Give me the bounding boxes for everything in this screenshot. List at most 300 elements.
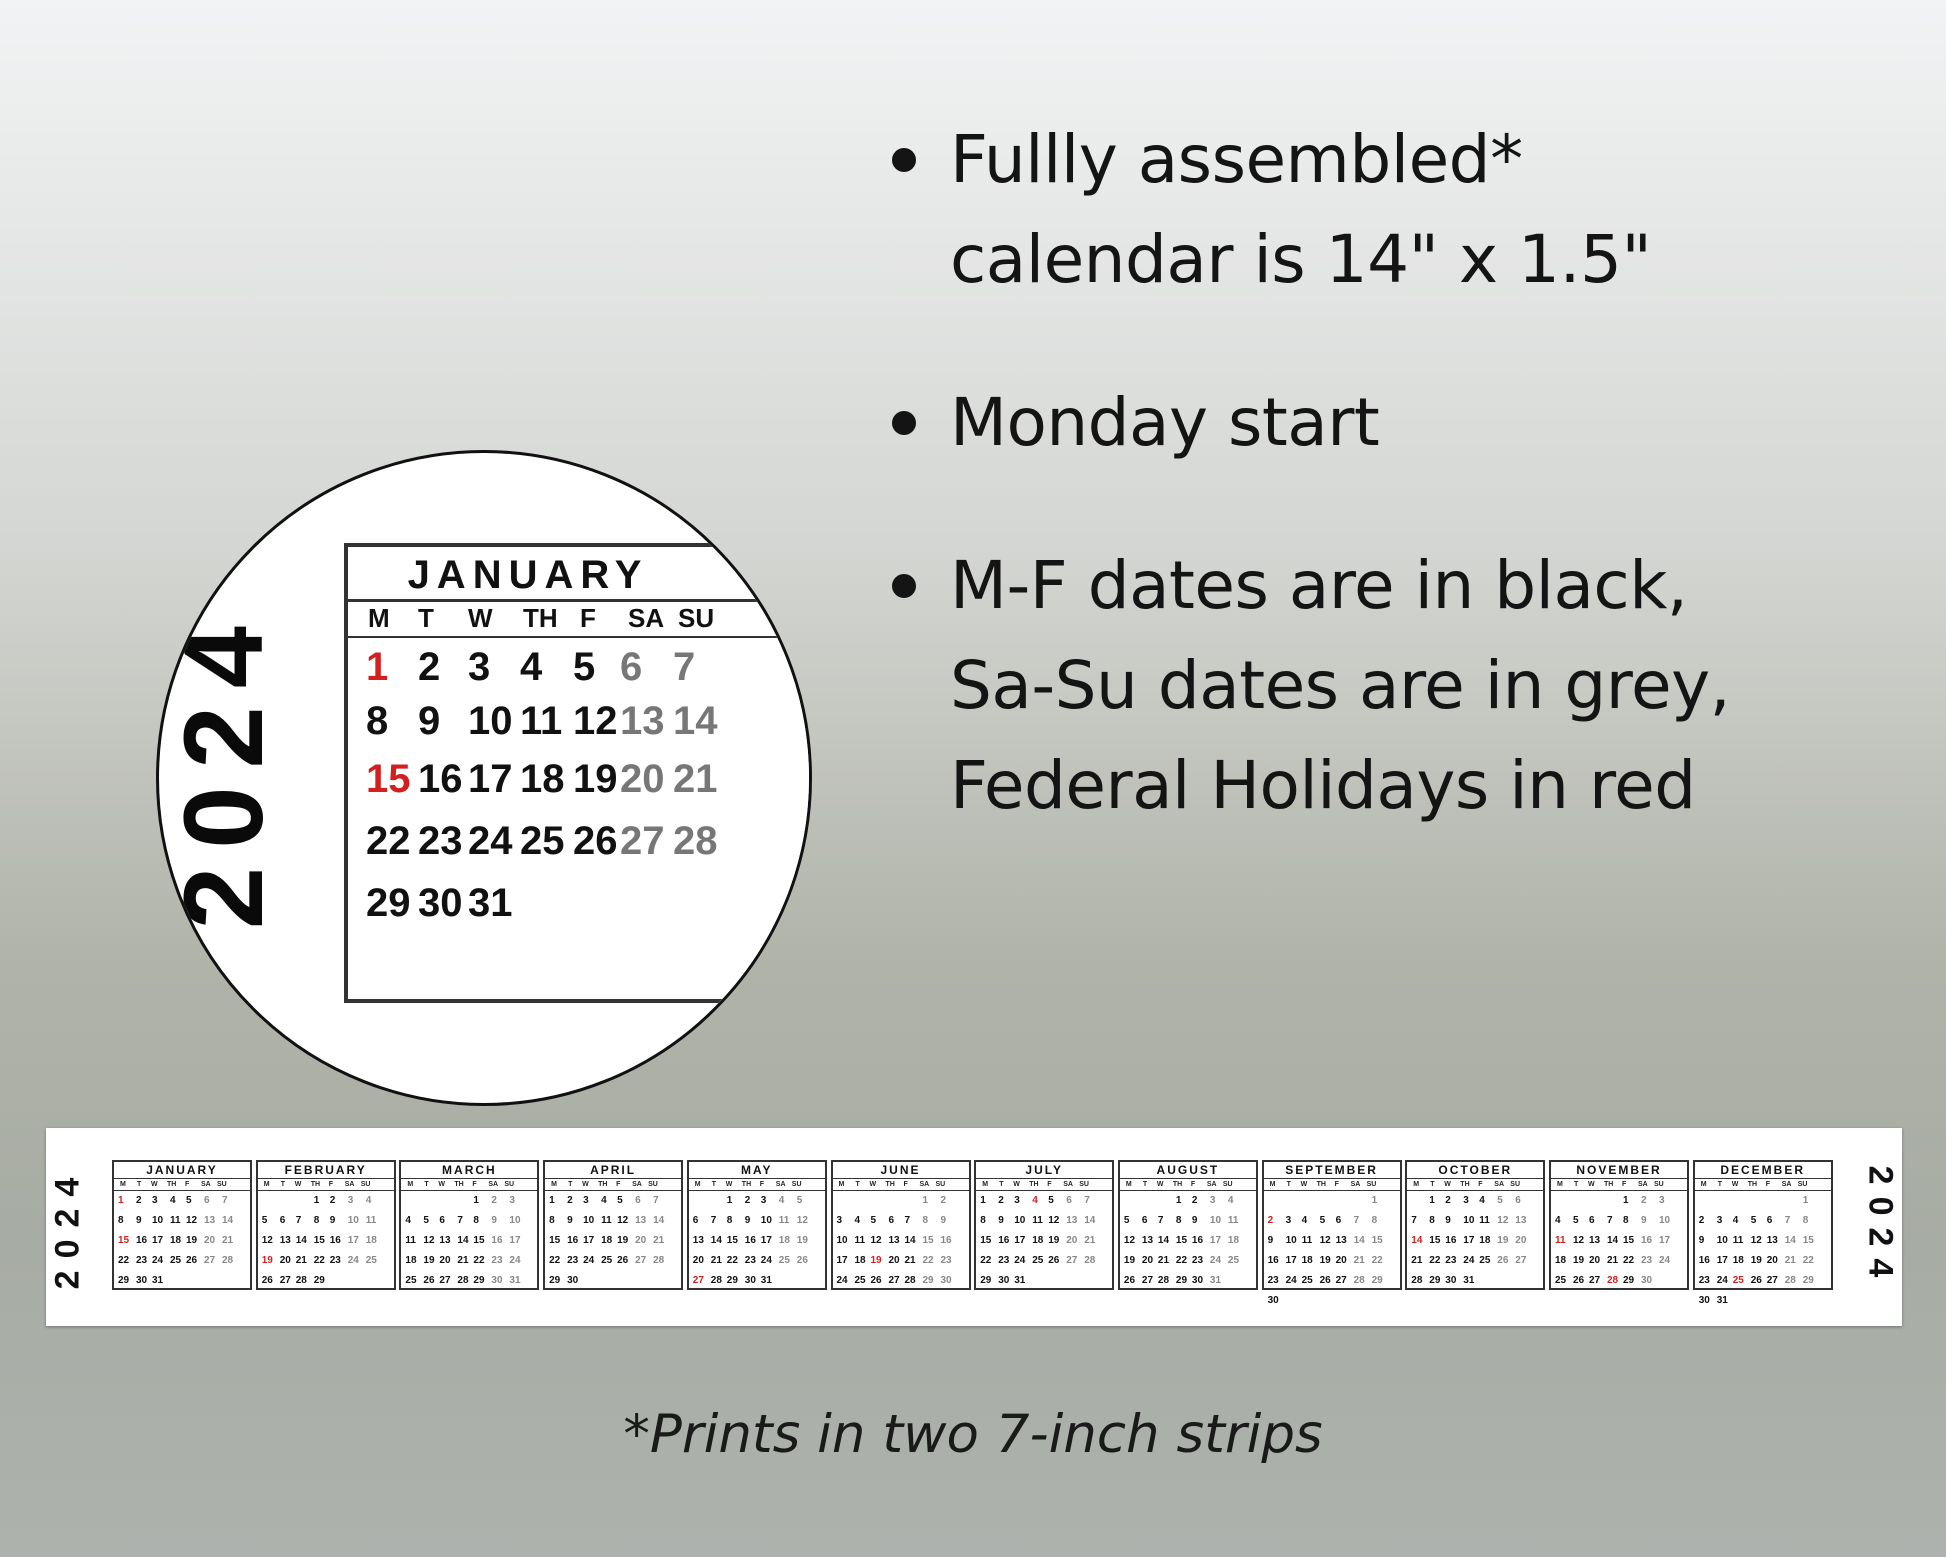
strip-date-cell: 8 (726, 1215, 733, 1226)
zoom-date-cell: 25 (520, 819, 565, 863)
strip-weekday-label: SU (217, 1181, 227, 1188)
strip-date-cell: 11 (1479, 1215, 1490, 1226)
strip-date-cell: 4 (1732, 1215, 1739, 1226)
strip-weekday-label: F (472, 1181, 477, 1188)
strip-date-cell: 15 (922, 1235, 934, 1246)
strip-week-row (1120, 1212, 1256, 1230)
strip-weekday-label: SU (1222, 1181, 1233, 1188)
strip-date-cell: 18 (778, 1235, 790, 1246)
strip-date-cell: 5 (1573, 1215, 1579, 1226)
strip-date-cell: 19 (1048, 1235, 1060, 1246)
strip-weekday-label: F (1622, 1181, 1627, 1188)
strip-date-cell: 30 (744, 1275, 756, 1286)
strip-date-cell: 12 (1048, 1215, 1060, 1226)
strip-date-cell: 26 (1123, 1275, 1136, 1286)
strip-date-cell: 2 (1267, 1215, 1274, 1226)
strip-date-cell: 9 (567, 1215, 573, 1226)
strip-weekday-label: M (1125, 1181, 1132, 1188)
strip-month-february (256, 1160, 396, 1290)
strip-date-cell: 15 (473, 1235, 485, 1246)
strip-date-cell: 23 (940, 1255, 952, 1266)
strip-date-cell: 12 (186, 1215, 198, 1226)
strip-date-cell: 1 (1175, 1195, 1182, 1206)
zoom-date-cell: 26 (573, 819, 618, 863)
strip-date-cell: 10 (152, 1215, 164, 1226)
strip-date-cell: 28 (1353, 1275, 1365, 1286)
strip-date-cell: 16 (998, 1235, 1010, 1246)
strip-date-cell: 18 (1732, 1255, 1744, 1266)
zoom-date-cell: 22 (366, 819, 411, 863)
strip-date-cell: 9 (1267, 1235, 1274, 1246)
strip-date-cell: 12 (1123, 1235, 1136, 1246)
strip-date-cell: 5 (1319, 1215, 1326, 1226)
strip-week-row (545, 1272, 681, 1290)
strip-date-cell: 14 (904, 1235, 916, 1246)
feature-bullet-size (885, 110, 1925, 310)
strip-weekday-header (258, 1178, 394, 1191)
strip-date-cell: 23 (491, 1255, 503, 1266)
strip-date-cell: 30 (940, 1275, 952, 1286)
strip-date-cell: 20 (439, 1255, 451, 1266)
strip-week-row (401, 1272, 537, 1290)
zoom-date-cell: 28 (673, 819, 718, 863)
strip-month-name: APRIL (590, 1163, 637, 1177)
zoom-weekday-header (348, 599, 812, 638)
strip-date-cell: 26 (1750, 1275, 1762, 1286)
strip-weekday-label: TH (1029, 1181, 1039, 1188)
strip-date-cell: 25 (601, 1255, 613, 1266)
strip-date-cell: 27 (692, 1275, 704, 1286)
strip-date-cell: 17 (347, 1235, 359, 1246)
zoom-date-cell: 19 (573, 757, 618, 801)
strip-date-cell: 7 (1353, 1215, 1360, 1226)
strip-week-row (258, 1232, 394, 1250)
strip-date-cell: 8 (1802, 1215, 1809, 1226)
strip-date-cell: 5 (1497, 1195, 1503, 1206)
strip-weekday-label: TH (885, 1181, 895, 1188)
strip-date-cell: 22 (118, 1255, 130, 1266)
strip-date-cell: 26 (870, 1275, 882, 1286)
strip-week-row (545, 1232, 681, 1250)
strip-weekday-label: TH (1604, 1181, 1614, 1188)
strip-date-cell: 14 (653, 1215, 665, 1226)
strip-date-cell: 26 (261, 1275, 273, 1286)
zoom-date-cell: 13 (620, 699, 665, 743)
strip-weekday-label: W (151, 1181, 158, 1188)
strip-weekday-label: TH (1316, 1181, 1326, 1188)
strip-week-row (976, 1252, 1112, 1270)
strip-week-row (258, 1192, 394, 1210)
strip-date-cell: 12 (261, 1235, 273, 1246)
strip-date-cell: 4 (1555, 1215, 1561, 1226)
strip-date-cell: 17 (1716, 1255, 1728, 1266)
strip-weekday-label: W (582, 1181, 589, 1188)
strip-week-row (401, 1192, 537, 1210)
strip-date-cell: 16 (1267, 1255, 1279, 1266)
strip-week-row (114, 1212, 250, 1230)
strip-date-cell: 4 (854, 1215, 861, 1226)
zoom-date-cell: 27 (620, 819, 665, 863)
zoom-weekday-label: W (468, 603, 493, 633)
zoom-date-cell: 16 (418, 757, 463, 801)
strip-week-row (258, 1272, 394, 1290)
zoom-weekday-label: M (368, 603, 390, 633)
zoom-date-cell: 11 (520, 699, 563, 743)
strip-date-cell: 3 (1716, 1215, 1723, 1226)
zoom-date-cell: 24 (468, 819, 513, 863)
strip-date-cell: 1 (313, 1195, 320, 1206)
strip-weekday-label: T (1574, 1181, 1579, 1188)
strip-date-cell: 3 (509, 1195, 515, 1206)
strip-month-june (831, 1160, 971, 1290)
strip-month-name: JULY (1025, 1163, 1063, 1177)
strip-date-cell: 19 (1123, 1255, 1136, 1266)
strip-date-cell: 23 (1445, 1255, 1457, 1266)
strip-date-cell: 17 (583, 1235, 595, 1246)
strip-weekday-label: TH (1747, 1181, 1758, 1188)
strip-date-cell: 1 (980, 1195, 986, 1206)
strip-date-cell: 27 (888, 1275, 900, 1286)
strip-date-cell: 24 (1285, 1275, 1297, 1286)
strip-date-cell: 10 (760, 1215, 772, 1226)
strip-date-cell: 24 (1659, 1255, 1671, 1266)
strip-date-cell: 4 (365, 1195, 372, 1206)
strip-weekday-label: M (120, 1181, 126, 1188)
strip-date-cell: 28 (904, 1275, 916, 1286)
strip-date-cell: 29 (1175, 1275, 1188, 1286)
strip-date-cell: 25 (365, 1255, 377, 1266)
strip-date-cell: 3 (583, 1195, 589, 1206)
strip-date-cell: 3 (347, 1195, 354, 1206)
strip-date-cell: 2 (1641, 1195, 1647, 1206)
strip-date-cell: 29 (1371, 1275, 1383, 1286)
strip-date-cell: 24 (509, 1255, 521, 1266)
strip-date-cell: 18 (1479, 1235, 1491, 1246)
strip-date-cell: 23 (1641, 1255, 1653, 1266)
strip-date-cell: 15 (1623, 1235, 1635, 1246)
strip-date-cell: 21 (1607, 1255, 1619, 1266)
strip-date-cell: 7 (1607, 1215, 1613, 1226)
strip-date-cell: 5 (617, 1195, 623, 1206)
strip-date-cell: 19 (617, 1235, 629, 1246)
strip-week-row (545, 1212, 681, 1230)
strip-date-cell: 10 (1014, 1215, 1026, 1226)
strip-date-cell: 21 (904, 1255, 916, 1266)
strip-date-cell: 31 (1014, 1275, 1026, 1286)
strip-date-cell: 12 (796, 1215, 808, 1226)
strip-date-cell: 9 (998, 1215, 1004, 1226)
strip-date-cell: 19 (186, 1235, 198, 1246)
strip-weekday-label: W (1013, 1181, 1020, 1188)
strip-month-name: FEBRUARY (284, 1163, 367, 1177)
strip-date-cell: 9 (744, 1215, 751, 1226)
strip-date-cell: 13 (1766, 1235, 1778, 1246)
strip-date-cell: 14 (1084, 1215, 1096, 1226)
strip-date-cell: 31 (1716, 1295, 1728, 1306)
strip-weekday-header (689, 1178, 825, 1191)
strip-week-row (1120, 1272, 1256, 1290)
strip-date-cell: 22 (313, 1255, 325, 1266)
strip-date-cell: 21 (1353, 1255, 1365, 1266)
strip-date-cell: 23 (567, 1255, 579, 1266)
strip-week-row (1264, 1252, 1400, 1270)
strip-week-row (689, 1232, 825, 1250)
zoom-detail-circle (156, 450, 812, 1106)
strip-date-cell: 15 (1802, 1235, 1814, 1246)
strip-weekday-header (401, 1178, 537, 1191)
strip-week-row (976, 1212, 1112, 1230)
strip-date-cell: 4 (1227, 1195, 1234, 1206)
strip-weekday-label: T (855, 1181, 860, 1188)
strip-date-cell: 10 (1659, 1215, 1671, 1226)
zoom-date-cell: 20 (620, 757, 665, 801)
strip-month-april (543, 1160, 683, 1290)
strip-week-row (401, 1232, 537, 1250)
strip-date-cell: 13 (635, 1215, 647, 1226)
strip-weekday-label: M (551, 1181, 557, 1188)
strip-date-cell: 17 (1285, 1255, 1297, 1266)
strip-date-cell: 6 (439, 1215, 445, 1226)
strip-date-cell: 28 (710, 1275, 722, 1286)
strip-date-cell: 3 (836, 1215, 843, 1226)
strip-weekday-header (114, 1178, 250, 1191)
strip-date-cell: 25 (405, 1275, 417, 1286)
strip-week-row (1407, 1252, 1543, 1270)
strip-week-row (1551, 1192, 1687, 1210)
strip-date-cell: 20 (1335, 1255, 1347, 1266)
strip-weekday-header (1695, 1178, 1831, 1191)
strip-week-row (689, 1212, 825, 1230)
strip-date-cell: 20 (888, 1255, 900, 1266)
strip-date-cell: 23 (329, 1255, 341, 1266)
strip-date-cell: 20 (1066, 1235, 1078, 1246)
strip-date-cell: 18 (170, 1235, 182, 1246)
strip-date-cell: 28 (1784, 1275, 1796, 1286)
strip-date-cell: 9 (1445, 1215, 1451, 1226)
strip-date-cell: 26 (1497, 1255, 1509, 1266)
strip-date-cell: 12 (423, 1235, 435, 1246)
strip-date-cell: 28 (222, 1255, 234, 1266)
strip-date-cell: 5 (870, 1215, 877, 1226)
strip-date-cell: 21 (295, 1255, 307, 1266)
strip-date-cell: 24 (152, 1255, 164, 1266)
strip-date-cell: 30 (1698, 1295, 1710, 1306)
strip-date-cell: 21 (1084, 1235, 1096, 1246)
footnote: *Prints in two 7-inch strips (623, 1404, 1323, 1465)
strip-date-cell: 18 (1227, 1235, 1240, 1246)
strip-date-cell: 26 (423, 1275, 435, 1286)
strip-week-row (1264, 1232, 1400, 1250)
strip-week-row (545, 1192, 681, 1210)
strip-date-cell: 29 (1802, 1275, 1814, 1286)
zoom-date-cell: 21 (673, 757, 718, 801)
strip-date-cell: 11 (170, 1215, 181, 1226)
strip-weekday-header (1120, 1178, 1256, 1191)
strip-date-cell: 17 (836, 1255, 848, 1266)
strip-date-cell: 15 (1175, 1235, 1188, 1246)
strip-weekday-label: TH (454, 1181, 464, 1188)
strip-month-name: OCTOBER (1438, 1163, 1513, 1177)
strip-date-cell: 8 (1429, 1215, 1435, 1226)
strip-week-row (1551, 1272, 1687, 1290)
strip-weekday-label: TH (598, 1181, 608, 1188)
strip-date-cell: 9 (491, 1215, 497, 1226)
zoom-date-cell: 4 (520, 645, 543, 689)
strip-date-cell: 20 (692, 1255, 704, 1266)
strip-date-cell: 16 (567, 1235, 579, 1246)
strip-date-cell: 21 (1784, 1255, 1796, 1266)
strip-date-cell: 15 (118, 1235, 130, 1246)
strip-weekday-label: M (1700, 1181, 1707, 1188)
strip-weekday-label: F (1478, 1181, 1483, 1188)
strip-weekday-header (1264, 1178, 1400, 1191)
strip-week-row (114, 1252, 250, 1270)
strip-weekday-label: SU (791, 1181, 802, 1188)
strip-week-row (1407, 1232, 1543, 1250)
strip-weekday-label: SU (504, 1181, 515, 1188)
strip-date-cell: 10 (1463, 1215, 1475, 1226)
strip-weekday-label: W (1731, 1181, 1739, 1188)
zoom-date-cell: 17 (468, 757, 513, 801)
strip-week-row (1120, 1192, 1256, 1210)
strip-date-cell: 2 (940, 1195, 947, 1206)
strip-date-cell: 22 (980, 1255, 992, 1266)
strip-date-cell: 9 (1641, 1215, 1647, 1226)
strip-date-cell: 27 (279, 1275, 291, 1286)
strip-date-cell: 27 (1589, 1275, 1601, 1286)
feature-text: Sa-Su dates are in grey, (950, 647, 1731, 724)
strip-date-cell: 17 (1209, 1235, 1222, 1246)
strip-date-cell: 10 (836, 1235, 848, 1246)
strip-date-cell: 1 (922, 1195, 929, 1206)
strip-date-cell: 3 (1209, 1195, 1216, 1206)
strip-date-cell: 3 (760, 1195, 767, 1206)
strip-date-cell: 18 (601, 1235, 613, 1246)
strip-weekday-label: TH (741, 1181, 752, 1188)
strip-date-cell: 7 (457, 1215, 463, 1226)
strip-date-cell: 19 (1319, 1255, 1331, 1266)
strip-weekday-label: SA (775, 1181, 786, 1188)
strip-month-august (1118, 1160, 1258, 1290)
strip-weekday-label: M (694, 1181, 701, 1188)
strip-date-cell: 24 (836, 1275, 848, 1286)
strip-date-cell: 24 (760, 1255, 772, 1266)
strip-date-cell: 31 (760, 1275, 772, 1286)
zoom-month-block (344, 543, 812, 1003)
strip-weekday-label: F (616, 1181, 621, 1188)
strip-weekday-label: W (1444, 1181, 1451, 1188)
strip-date-cell: 6 (1589, 1215, 1595, 1226)
strip-date-cell: 3 (1463, 1195, 1469, 1206)
strip-date-cell: 13 (1589, 1235, 1601, 1246)
strip-date-cell: 15 (1429, 1235, 1441, 1246)
strip-date-cell: 30 (491, 1275, 503, 1286)
strip-date-cell: 15 (1371, 1235, 1383, 1246)
strip-week-row (1407, 1212, 1543, 1230)
strip-date-cell: 1 (1371, 1195, 1378, 1206)
strip-date-cell: 28 (1084, 1255, 1096, 1266)
strip-date-cell: 16 (1191, 1235, 1204, 1246)
strip-date-cell: 20 (1766, 1255, 1778, 1266)
strip-weekday-label: SA (1350, 1181, 1361, 1188)
strip-week-row (1407, 1272, 1543, 1290)
strip-weekday-label: W (1156, 1181, 1164, 1188)
strip-date-cell: 13 (439, 1235, 451, 1246)
strip-week-row (689, 1192, 825, 1210)
strip-month-name: NOVEMBER (1576, 1163, 1662, 1177)
strip-date-cell: 8 (313, 1215, 320, 1226)
strip-date-cell: 6 (204, 1195, 210, 1206)
strip-date-cell: 27 (1766, 1275, 1778, 1286)
strip-week-row (833, 1212, 969, 1230)
strip-weekday-label: M (407, 1181, 414, 1188)
strip-year-right: 2024 (1861, 1165, 1900, 1289)
strip-date-cell: 17 (509, 1235, 521, 1246)
strip-weekday-label: W (294, 1181, 302, 1188)
strip-date-cell: 4 (601, 1195, 607, 1206)
strip-date-cell: 16 (329, 1235, 341, 1246)
strip-date-cell: 5 (1750, 1215, 1757, 1226)
strip-date-cell: 25 (170, 1255, 182, 1266)
strip-date-cell: 12 (1573, 1235, 1585, 1246)
zoom-year-label: 2024 (161, 607, 287, 929)
strip-date-cell: 27 (1515, 1255, 1527, 1266)
strip-date-cell: 14 (295, 1235, 307, 1246)
strip-weekday-label: T (1717, 1181, 1722, 1188)
zoom-weekday-label: T (418, 603, 434, 633)
strip-weekday-label: F (1047, 1181, 1052, 1188)
strip-weekday-label: T (999, 1181, 1004, 1188)
strip-week-row (1551, 1232, 1687, 1250)
bullet-dot-icon (892, 148, 916, 172)
strip-date-cell: 22 (549, 1255, 561, 1266)
strip-date-cell: 16 (744, 1235, 756, 1246)
strip-week-row (401, 1212, 537, 1230)
strip-weekday-header (833, 1178, 969, 1191)
strip-weekday-header (1551, 1178, 1687, 1191)
strip-weekday-label: SU (1366, 1181, 1377, 1188)
strip-date-cell: 31 (509, 1275, 521, 1286)
strip-week-row (976, 1232, 1112, 1250)
strip-weekday-label: T (424, 1181, 429, 1188)
strip-date-cell: 23 (136, 1255, 148, 1266)
strip-date-cell: 29 (549, 1275, 561, 1286)
strip-date-cell: 1 (726, 1195, 733, 1206)
strip-date-cell: 5 (423, 1215, 429, 1226)
strip-date-cell: 14 (1607, 1235, 1619, 1246)
strip-date-cell: 18 (1555, 1255, 1567, 1266)
strip-weekday-header (976, 1178, 1112, 1191)
feature-bullet-start (885, 373, 1925, 473)
strip-month-january (112, 1160, 252, 1290)
strip-week-row (258, 1252, 394, 1270)
strip-week-row (1695, 1252, 1831, 1270)
strip-date-cell: 29 (473, 1275, 485, 1286)
strip-weekday-label: W (1300, 1181, 1308, 1188)
strip-weekday-label: SA (1781, 1181, 1792, 1188)
strip-weekday-label: TH (167, 1181, 177, 1188)
strip-weekday-label: T (1286, 1181, 1291, 1188)
strip-date-cell: 1 (1623, 1195, 1629, 1206)
strip-weekday-label: T (568, 1181, 573, 1188)
strip-weekday-label: W (1588, 1181, 1595, 1188)
strip-date-cell: 16 (1698, 1255, 1710, 1266)
strip-weekday-label: SA (344, 1181, 355, 1188)
strip-date-cell: 26 (1573, 1275, 1585, 1286)
strip-weekday-label: T (137, 1181, 142, 1188)
strip-date-cell: 15 (549, 1235, 561, 1246)
strip-week-row (1264, 1212, 1400, 1230)
